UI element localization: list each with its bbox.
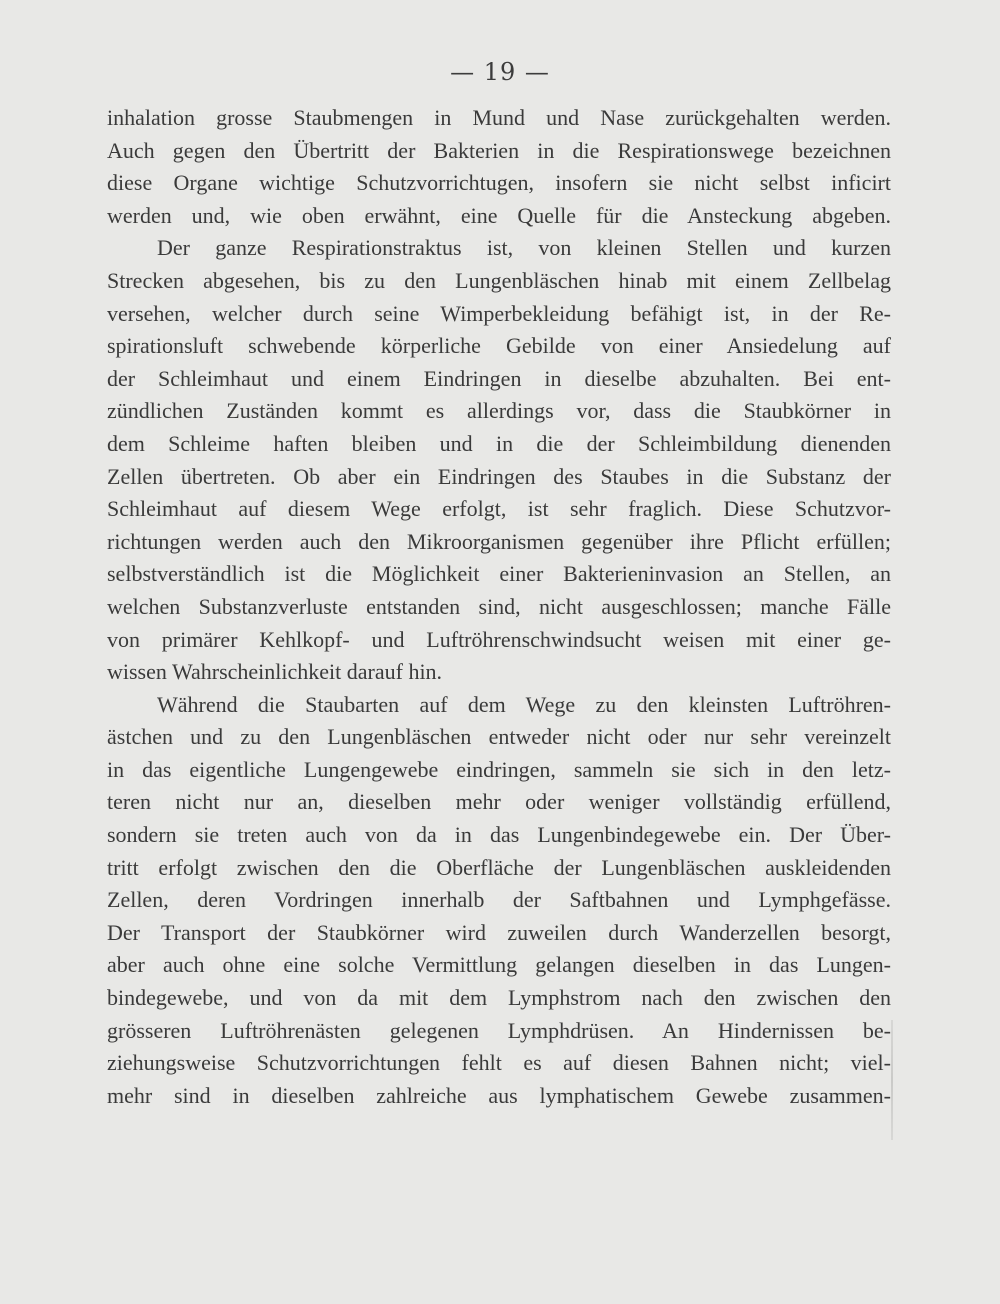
text-line: Strecken abgesehen, bis zu den Lungenbläschen hinab mit einem Zellbelag [107,267,891,293]
text-line: versehen, welcher durch seine Wimperbekleidung befähigt ist, in der Re- [107,300,891,326]
scan-margin-mark [891,1020,893,1140]
text-line: Während die Staubarten auf dem Wege zu den kleinsten Luftröhren- [157,691,891,717]
body-text [107,102,891,1112]
text-line: wissen Wahrscheinlichkeit darauf hin. [107,659,443,685]
text-line: grösseren Luftröhrenästen gelegenen Lymphdrüsen. An Hindernissen be- [107,1017,891,1043]
text-line: teren nicht nur an, dieselben mehr oder weniger vollständig erfüllend, [107,789,891,815]
text-line: Der ganze Respirationstraktus ist, von kleinen Stellen und kurzen [157,235,891,261]
text-line: Schleimhaut auf diesem Wege erfolgt, ist sehr fraglich. Diese Schutzvor- [107,496,891,522]
text-line: dem Schleime haften bleiben und in die der Schleimbildung dienenden [107,430,891,456]
text-line: in das eigentliche Lungengewebe eindringen, sammeln sie sich in den letz- [107,756,891,782]
text-line: sondern sie treten auch von da in das Lungenbindegewebe ein. Der Über- [107,822,891,848]
text-line: welchen Substanzverluste entstanden sind, nicht ausgeschlossen; manche Fälle [107,593,891,619]
text-line: zündlichen Zuständen kommt es allerdings vor, dass die Staubkörner in [107,398,891,424]
text-line: werden und, wie oben erwähnt, eine Quelle für die Ansteckung abgeben. [107,202,891,228]
text-line: von primärer Kehlkopf- und Luftröhrenschwindsucht weisen mit einer ge- [107,626,891,652]
text-line: der Schleimhaut und einem Eindringen in dieselbe abzuhalten. Bei ent- [107,365,891,391]
text-line: selbstverständlich ist die Möglichkeit einer Bakterieninvasion an Stellen, an [107,561,891,587]
text-line: aber auch ohne eine solche Vermittlung gelangen dieselben in das Lungen- [107,952,891,978]
text-line: Zellen übertreten. Ob aber ein Eindringen des Staubes in die Substanz der [107,463,891,489]
text-line: ästchen und zu den Lungenbläschen entweder nicht oder nur sehr vereinzelt [107,724,891,750]
text-line: diese Organe wichtige Schutzvorrichtugen, insofern sie nicht selbst inficirt [107,170,891,196]
text-line: richtungen werden auch den Mikroorganismen gegenüber ihre Pflicht erfüllen; [107,528,891,554]
text-line: Der Transport der Staubkörner wird zuweilen durch Wanderzellen besorgt, [107,919,891,945]
text-line: spirationsluft schwebende körperliche Gebilde von einer Ansiedelung auf [107,333,891,359]
text-line: Zellen, deren Vordringen innerhalb der Saftbahnen und Lymphgefässe. [107,887,891,913]
text-line: inhalation grosse Staubmengen in Mund und Nase zurückgehalten werden. [107,105,891,130]
text-line: ziehungsweise Schutzvorrichtungen fehlt es auf diesen Bahnen nicht; viel- [107,1050,891,1076]
page-number: — 19 — [450,58,550,86]
text-line: mehr sind in dieselben zahlreiche aus lymphatischem Gewebe zusammen- [107,1082,891,1108]
text-line: tritt erfolgt zwischen den die Oberfläche der Lungenbläschen auskleidenden [107,854,891,880]
text-line: bindegewebe, und von da mit dem Lymphstrom nach den zwischen den [107,985,891,1011]
text-line: Auch gegen den Übertritt der Bakterien in die Respirationswege bezeichnen [107,137,891,163]
